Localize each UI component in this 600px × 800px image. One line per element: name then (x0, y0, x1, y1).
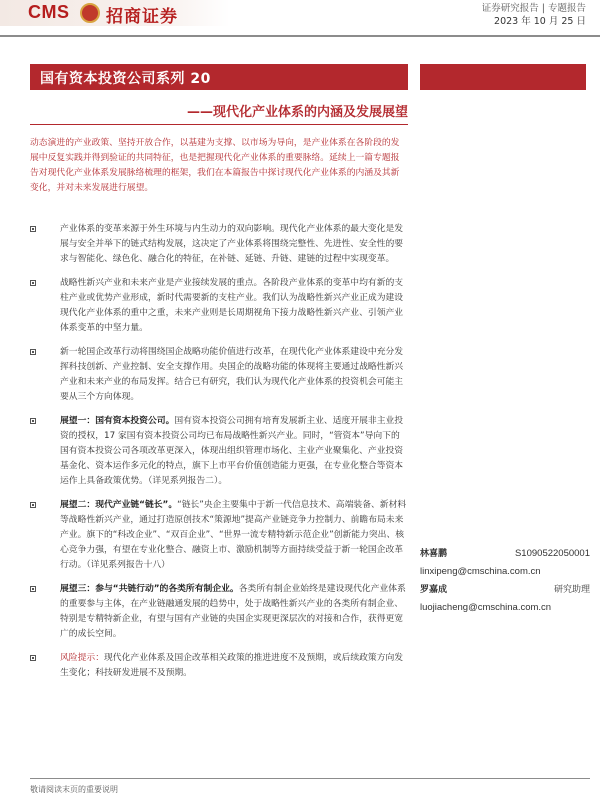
point-text: 新一轮国企改革行动将围绕国企战略功能价值进行改革，在现代化产业体系建设中充分发挥科技创新、产业控制、安全支撑作用。央国企的战略功能的体现将主要通过战略性新兴产业和未来产业的布局发挥。结合已有研究，我们认为现代化产业体系的投资机会可能主要从三个方向体现。 (60, 347, 404, 402)
key-points (30, 222, 408, 690)
logo-company-name: 招商证券 (106, 7, 178, 27)
analyst-row (420, 564, 590, 582)
square-bullet-icon (30, 226, 36, 232)
list-item (30, 651, 408, 681)
square-bullet-icon (30, 280, 36, 286)
logo-cms-text: CMS (28, 2, 70, 22)
point-text: 战略性新兴产业和未来产业是产业接续发展的重点。各阶段产业体系的变革中均有新的支柱产业或优势产业形成，新时代需要新的支柱产业。我们认为战略性新兴产业正成为建设现代化产业体系的重中之重，未来产业则是长周期视角下接力战略性新兴产业、引领产业体系变革的中坚力量。 (60, 278, 404, 333)
square-bullet-icon (30, 586, 36, 592)
point-lead: 展望一：国有资本投资公司。 (60, 416, 175, 426)
list-item (30, 498, 408, 573)
analyst-code: S1090522050001 (514, 548, 590, 559)
cms-seal-icon (80, 3, 100, 23)
analyst-row (420, 546, 590, 564)
analyst-role: 研究助理 (553, 585, 590, 595)
footer-divider (30, 778, 590, 779)
point-lead: 展望二：现代产业链“链长”。 (60, 500, 178, 510)
report-title: 国有资本投资公司系列 20 (40, 71, 211, 87)
list-item (30, 276, 408, 336)
square-bullet-icon (30, 418, 36, 424)
square-bullet-icon (30, 502, 36, 508)
point-text: 产业体系的变革来源于外生环境与内生动力的双向影响。现代化产业体系的最大变化是发展与安全并举下的链式结构发展，这决定了产业体系将围绕完整性、先进性、安全性的要求与智能化、绿色化、融合化的特征，在补链、延链、升链、建链的过程中实现变革。 (60, 224, 404, 264)
page-header (0, 0, 600, 40)
analyst-name: 林喜鹏 (420, 549, 448, 559)
point-text: “链长”央企主要集中于新一代信息技术、高端装备、新材料等战略性新兴产业，通过打造原创技术“策源地”提高产业链竞争力控制力、前瞻布局未来产业。旗下的“科改企业”、“双百企业”、“世界一流专精特新示范企业”创新能力突出、核心竞争力强，有望在专业化整合、融资上市、激励机制等方面持续受益于新一轮国企改革行动。（详见系列报告十八） (60, 500, 407, 570)
point-lead: 展望三：参与“共链行动”的各类所有制企业。 (60, 584, 239, 594)
list-item (30, 345, 408, 405)
report-date: 2023 年 10 月 25 日 (494, 16, 586, 27)
list-item (30, 222, 408, 267)
point-text: 各类所有制企业始终是建设现代化产业体系的重要参与主体，在产业链融通发展的趋势中，处于战略性新兴产业的各类所有制企业、特别是专精特新企业，有望与国有产业链的央国企实现更深层次的对接和合作，获得更宽广的成长空间。 (60, 584, 406, 639)
footer-note: 敬请阅读末页的重要说明 (30, 785, 118, 794)
analyst-row (420, 582, 590, 600)
subtitle-divider (30, 124, 408, 125)
analyst-name: 罗嘉成 (420, 585, 448, 595)
logo (0, 0, 230, 26)
abstract: 动态演进的产业政策、坚持开放合作，以基建为支撑、以市场为导向，是产业体系在各阶段的发展中反复实践并得到验证的共同特征，也是把握现代化产业体系的重要脉络。延续上一篇专题报告对现代化产业体系发展脉络梳理的框架，我们在本篇报告中探讨现代化产业体系的内涵及其新变化，并对未来发展进行展望。 (30, 138, 400, 193)
point-text: 现代化产业体系及国企改革相关政策的推进进度不及预期，或后续政策方向发生变化；科技研发进展不及预期。 (60, 653, 404, 678)
analyst-email[interactable]: luojiacheng@cmschina.com.cn (420, 602, 552, 613)
analyst-row (420, 600, 590, 618)
analyst-email[interactable]: linxipeng@cmschina.com.cn (420, 566, 541, 577)
risk-warning-label: 风险提示： (60, 653, 104, 663)
analyst-info (420, 546, 590, 618)
square-bullet-icon (30, 349, 36, 355)
header-divider (0, 35, 600, 37)
report-type: 证券研究报告 | 专题报告 (481, 3, 586, 14)
report-subtitle: ——现代化产业体系的内涵及发展展望 (186, 105, 408, 120)
list-item (30, 582, 408, 642)
square-bullet-icon (30, 655, 36, 661)
title-banner (30, 64, 408, 90)
list-item (30, 414, 408, 489)
point-text: 国有资本投资公司拥有培育发展新主业、适度开展非主业投资的授权，17 家国有资本投资公司均已布局战略性新兴产业。同时，“管资本”导向下的国有资本投资公司各项改革更深入，体现出组织管理市场化、主业产业聚集化、产业投资基金化、资本运作多元化的特点，旗下上市平台价值创造能力更强，在专业化整合等资本运作上具备政策优势。（详见系列报告二）。 (60, 416, 404, 486)
sidebar-banner (420, 64, 586, 90)
